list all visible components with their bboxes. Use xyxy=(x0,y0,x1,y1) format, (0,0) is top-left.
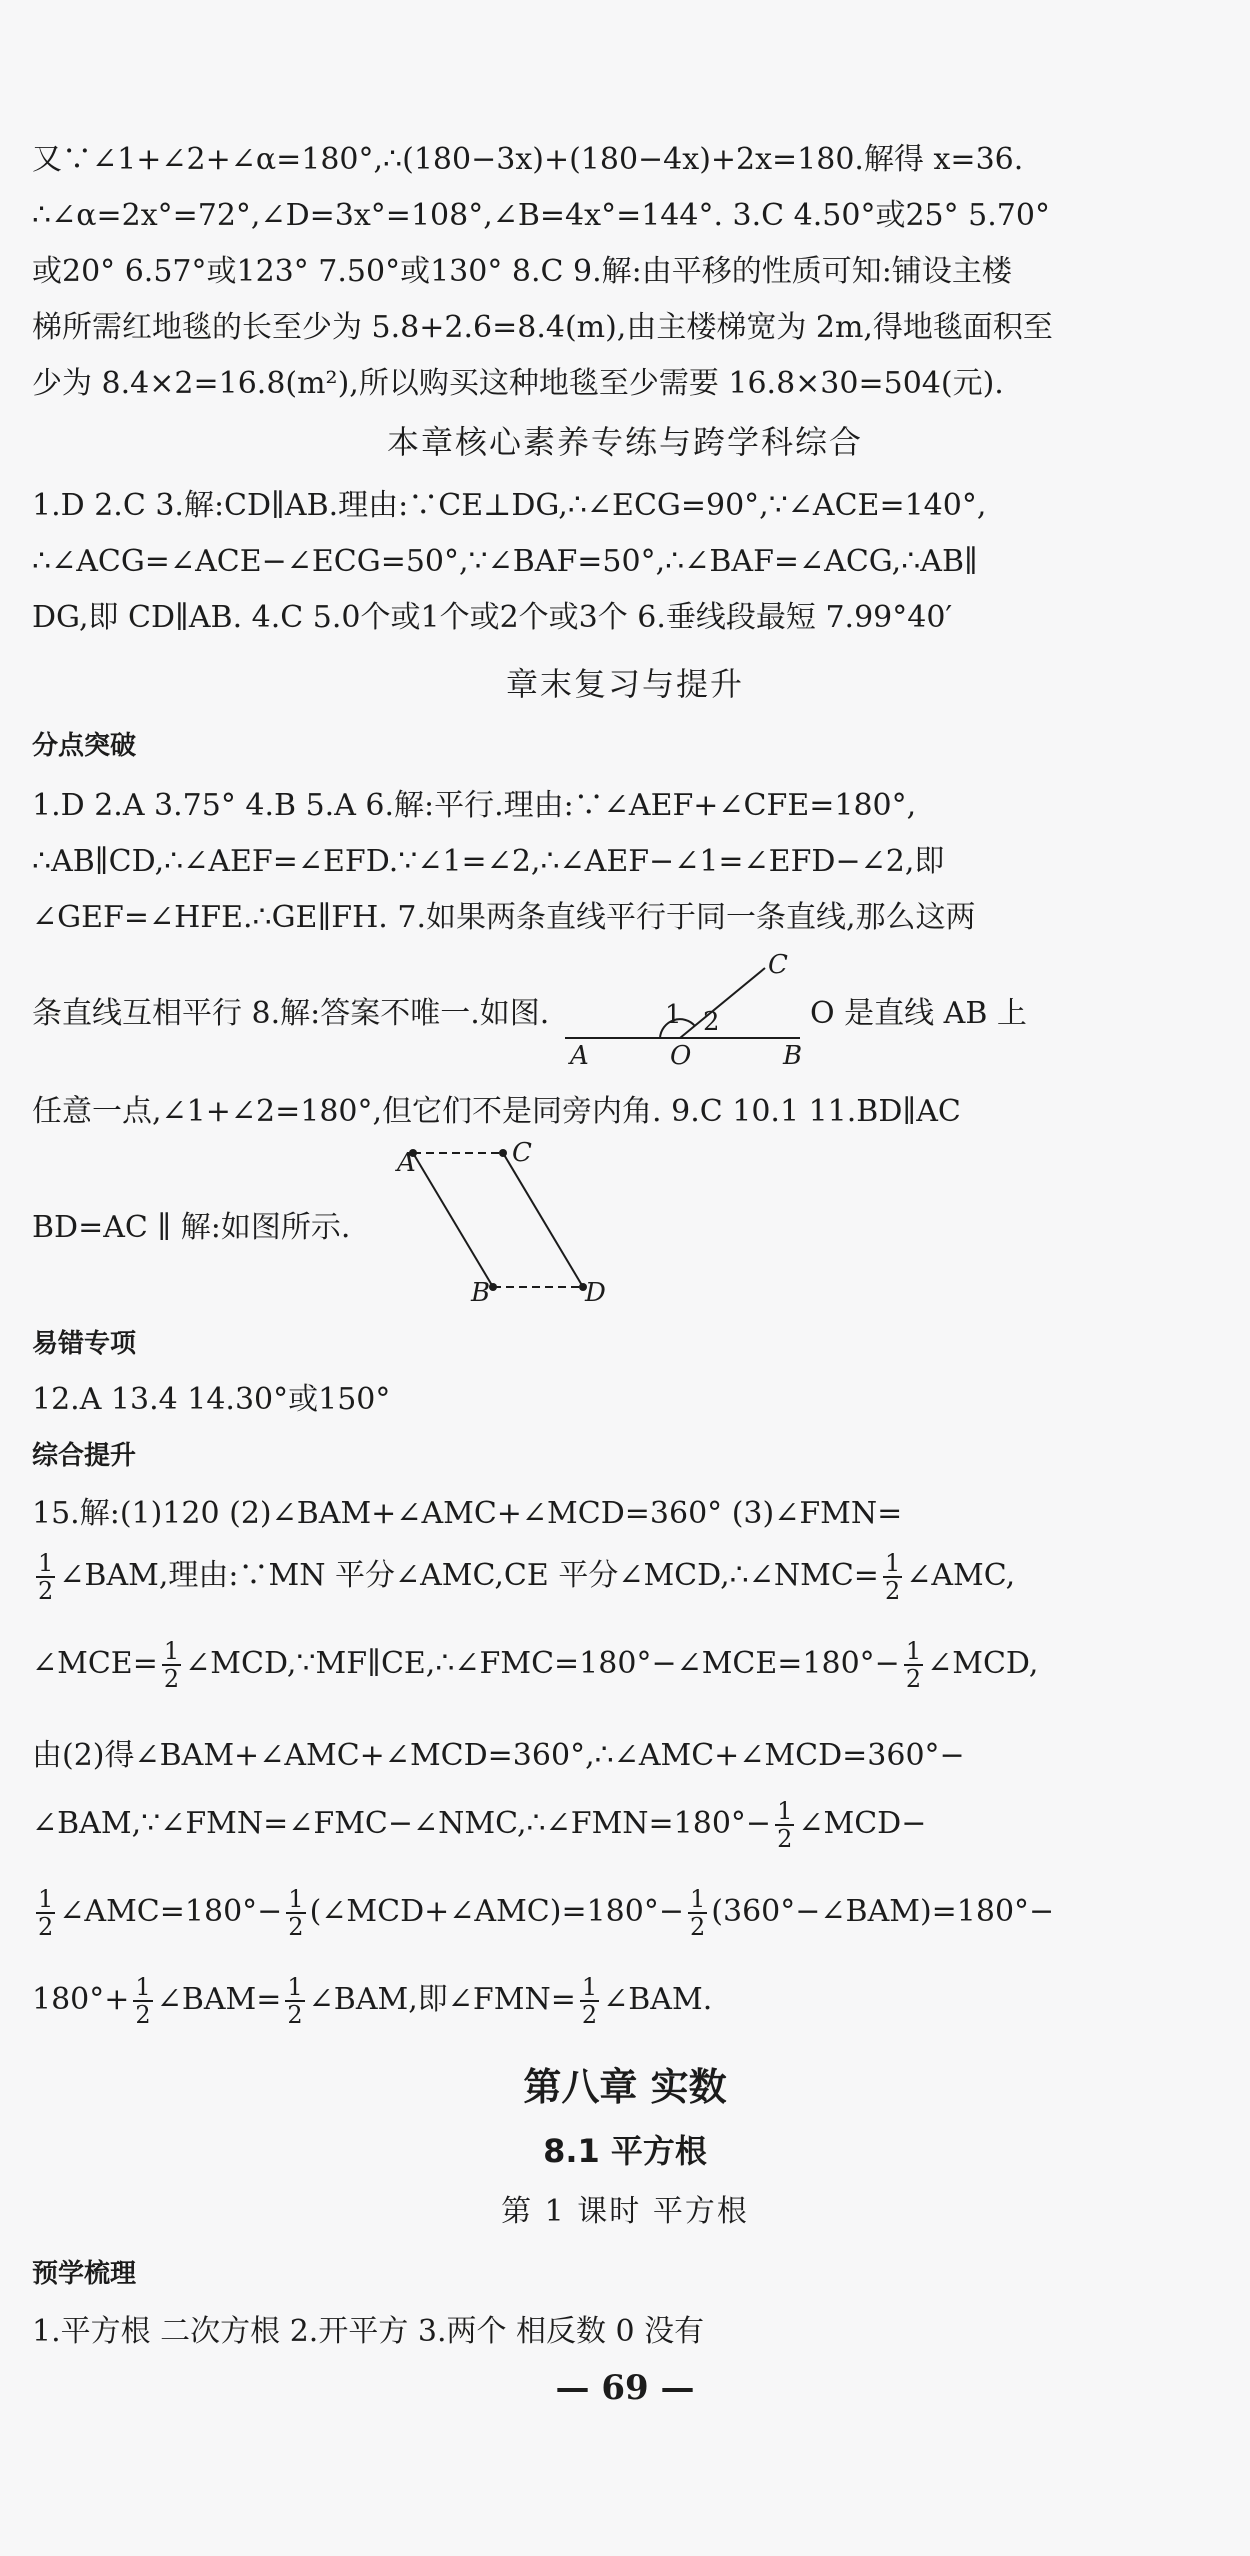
text-line: 条直线互相平行 8.解:答案不唯一.如图. xyxy=(32,996,550,1031)
subsection-title: 预学梳理 xyxy=(32,2259,137,2289)
fraction: $\frac{1}{2}$ xyxy=(163,1637,180,1693)
section-heading: 本章核心素养专练与跨学科综合 xyxy=(386,423,863,461)
fraction: $\frac{1}{2}$ xyxy=(288,1885,304,1941)
text-line: 1.D 2.C 3.解:CD∥AB.理由:∵CE⊥DG,∴∠ECG=90°,∵∠ACE=140°, xyxy=(32,488,987,523)
fraction: $\frac{1}{2}$ xyxy=(38,1549,54,1605)
fig1-label-c: C xyxy=(768,950,788,980)
fig1-angle-2: 2 xyxy=(703,1007,720,1037)
fig2-label-c: C xyxy=(512,1138,532,1168)
fraction: $\frac{1}{2}$ xyxy=(777,1797,793,1853)
text-line: 1.D 2.A 3.75° 4.B 5.A 6.解:平行.理由:∵∠AEF+∠CFE=180°, xyxy=(32,788,917,823)
fig2-label-a: A xyxy=(397,1148,416,1178)
lesson-title: 第 1 课时 平方根 xyxy=(501,2194,749,2229)
text-line: 180°+ $\frac{1}{2}$ ∠BAM= $\frac{1}{2}$ ∠BAM,即∠FMN= $\frac{1}{2}$ ∠BAM. xyxy=(32,1973,713,2029)
text-line: ∴∠ACG=∠ACE−∠ECG=50°,∵∠BAF=50°,∴∠BAF=∠ACG,∴AB∥ xyxy=(32,544,978,579)
text-line: 少为 8.4×2=16.8(m²),所以购买这种地毯至少需要 16.8×30=504(元). xyxy=(32,366,1004,401)
fig2-label-b: B xyxy=(471,1278,491,1305)
section-title: 8.1 平方根 xyxy=(543,2132,707,2170)
fraction: $\frac{1}{2}$ xyxy=(884,1549,901,1605)
text-line: 12.A 13.4 14.30°或150° xyxy=(32,1382,391,1417)
text-line: $\frac{1}{2}$ ∠AMC=180°− $\frac{1}{2}$ (∠MCD+∠AMC)=180°− $\frac{1}{2}$ (360°−∠BAM)=180°− xyxy=(38,1885,1055,1941)
text-line: BD=AC ∥ 解:如图所示. xyxy=(32,1210,351,1245)
text-line: 由(2)得∠BAM+∠AMC+∠MCD=360°,∴∠AMC+∠MCD=360°− xyxy=(32,1738,965,1773)
text-line: ∠GEF=∠HFE.∴GE∥FH. 7.如果两条直线平行于同一条直线,那么这两 xyxy=(32,900,976,935)
text-line: 或20° 6.57°或123° 7.50°或130° 8.C 9.解:由平移的性质可知:铺设主楼 xyxy=(32,254,1012,289)
text-line: DG,即 CD∥AB. 4.C 5.0个或1个或2个或3个 6.垂线段最短 7.99°40′ xyxy=(32,600,953,635)
text-line: 任意一点,∠1+∠2=180°,但它们不是同旁内角. 9.C 10.1 11.BD∥AC xyxy=(32,1094,961,1129)
fraction: $\frac{1}{2}$ xyxy=(581,1973,598,2029)
subsection-title: 易错专项 xyxy=(32,1329,137,1359)
angle-figure xyxy=(565,948,815,1068)
page-number: — 69 — xyxy=(555,2368,695,2408)
fig2-label-d: D xyxy=(585,1278,606,1305)
fig1-angle-1: 1 xyxy=(665,1000,682,1030)
text-line: 15.解:(1)120 (2)∠BAM+∠AMC+∠MCD=360° (3)∠FMN= xyxy=(32,1496,903,1531)
text-line: O 是直线 AB 上 xyxy=(810,996,1027,1031)
fraction: $\frac{1}{2}$ xyxy=(905,1637,922,1693)
chapter-title: 第八章 实数 xyxy=(523,2065,727,2109)
fraction: $\frac{1}{2}$ xyxy=(287,1973,303,2029)
fig1-label-b: B xyxy=(783,1041,803,1068)
fig1-label-o: O xyxy=(670,1041,692,1068)
text-line: ∠BAM,∵∠FMN=∠FMC−∠NMC,∴∠FMN=180°− $\frac{1}{2}$ ∠MCD− xyxy=(32,1797,927,1853)
subsection-title: 综合提升 xyxy=(32,1441,137,1471)
text-line: ∴∠α=2x°=72°,∠D=3x°=108°,∠B=4x°=144°. 3.C 4.50°或25° 5.70° xyxy=(32,198,1050,233)
subsection-title: 分点突破 xyxy=(32,731,137,761)
text-line: 1.平方根 二次方根 2.开平方 3.两个 相反数 0 没有 xyxy=(32,2314,705,2349)
fraction: $\frac{1}{2}$ xyxy=(135,1973,151,2029)
text-line: 梯所需红地毯的长至少为 5.8+2.6=8.4(m),由主楼梯宽为 2m,得地毯面积至 xyxy=(32,310,1053,345)
parallelogram-figure xyxy=(395,1125,625,1305)
fig1-label-a: A xyxy=(570,1041,589,1068)
fraction: $\frac{1}{2}$ xyxy=(690,1885,706,1941)
fraction: $\frac{1}{2}$ xyxy=(38,1885,54,1941)
section-heading: 章末复习与提升 xyxy=(505,665,744,703)
text-line: ∠MCE= $\frac{1}{2}$ ∠MCD,∵MF∥CE,∴∠FMC=180°−∠MCE=180°− $\frac{1}{2}$ ∠MCD, xyxy=(32,1637,1039,1693)
text-line: $\frac{1}{2}$ ∠BAM,理由:∵MN 平分∠AMC,CE 平分∠MCD,∴∠NMC= $\frac{1}{2}$ ∠AMC, xyxy=(38,1549,1016,1605)
text-line: 又∵∠1+∠2+∠α=180°,∴(180−3x)+(180−4x)+2x=180.解得 x=36. xyxy=(32,142,1024,177)
text-line: ∴AB∥CD,∴∠AEF=∠EFD.∵∠1=∠2,∴∠AEF−∠1=∠EFD−∠2,即 xyxy=(32,844,945,879)
